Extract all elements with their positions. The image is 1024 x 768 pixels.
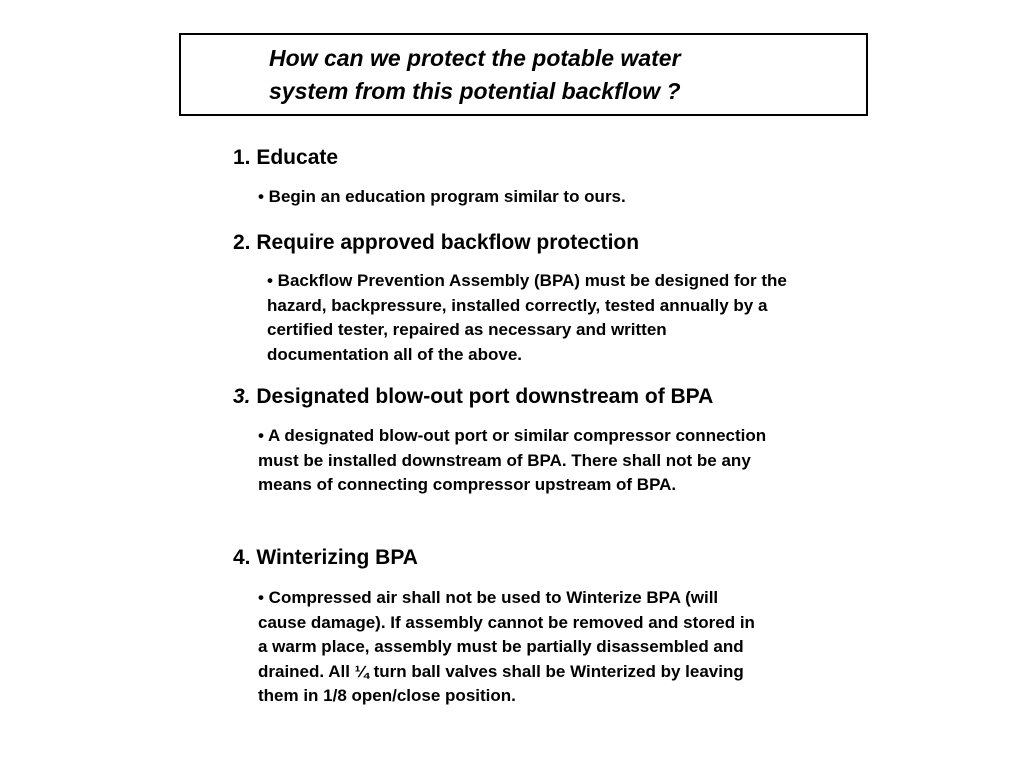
body-line: must be installed downstream of BPA. There shall not be any [258, 450, 751, 470]
section-number: 3. [233, 385, 251, 408]
body-line: cause damage). If assembly cannot be removed and stored in [258, 612, 755, 632]
body-line: • Backflow Prevention Assembly (BPA) must be designed for the [267, 271, 787, 290]
body-line: • Compressed air shall not be used to Winterize BPA (will [258, 588, 719, 607]
body-line: them in 1/8 open/close position. [258, 686, 516, 705]
section-heading-educate: 1. Educate [233, 146, 339, 169]
body-line: drained. All ¼ turn ball valves shall be Winterized by leaving [258, 661, 744, 681]
section-body-winterizing [258, 586, 755, 709]
title-line-2: system from this potential backflow ? [269, 78, 681, 104]
body-line: means of connecting compressor upstream of BPA. [258, 475, 677, 494]
body-line: • A designated blow-out port or similar compressor connection [258, 426, 767, 445]
body-line: hazard, backpressure, installed correctly, tested annually by a [267, 295, 768, 315]
body-line: certified tester, repaired as necessary and written [267, 320, 667, 339]
section-heading-winterizing: 4. Winterizing BPA [233, 546, 418, 569]
section-body-educate [258, 185, 626, 210]
section-body-approved-protection [267, 269, 787, 367]
body-line: • Begin an education program similar to ours. [258, 187, 626, 206]
section-heading-text: Designated blow-out port downstream of BPA [250, 385, 714, 408]
section-heading-blowout-port [233, 384, 713, 410]
section-body-blowout-port [258, 424, 766, 498]
section-heading-approved-protection: 2. Require approved backflow protection [233, 231, 640, 254]
body-line: a warm place, assembly must be partially disassembled and [258, 637, 744, 656]
title-box [179, 33, 868, 116]
body-line: documentation all of the above. [267, 344, 523, 364]
title-line-1: How can we protect the potable water [269, 45, 681, 71]
